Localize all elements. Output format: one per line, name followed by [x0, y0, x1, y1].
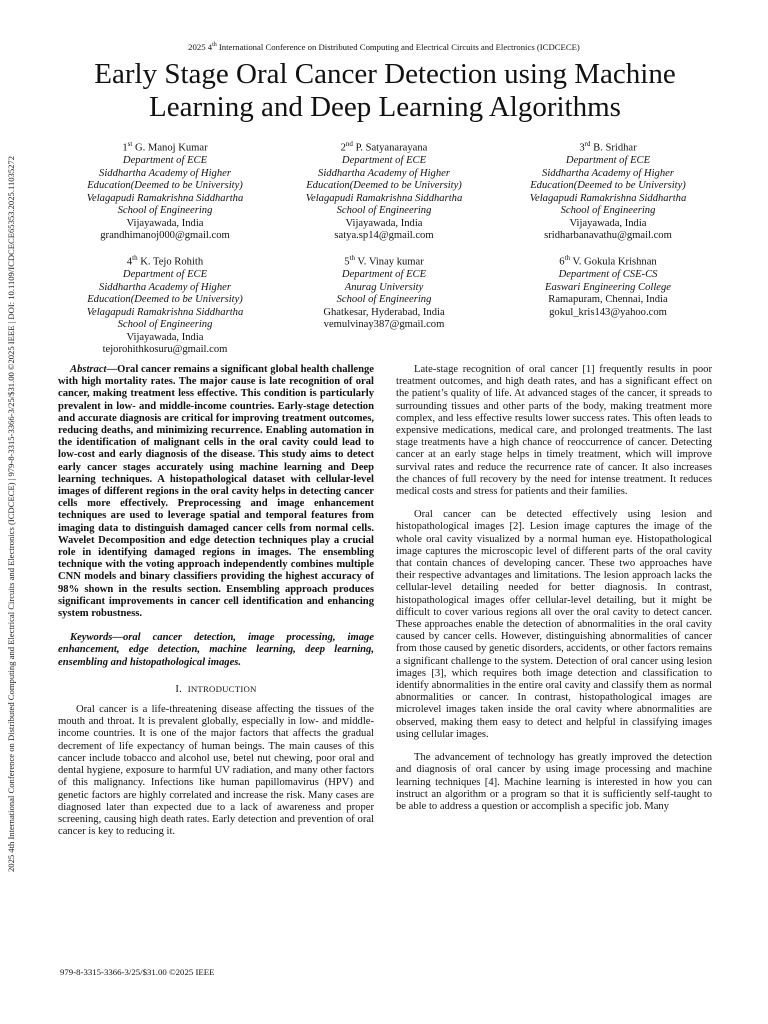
- author-dept: Department of ECE: [122, 269, 208, 281]
- section-number: I.: [175, 683, 182, 695]
- author-block-3: [508, 138, 708, 243]
- paper-title: Early Stage Oral Cancer Detection using Machine Learning and Deep Learning Algorithms: [94, 58, 676, 123]
- author-email[interactable]: vemulvinay387@gmail.com: [323, 319, 445, 331]
- author-org: School of Engineering: [117, 205, 213, 217]
- author-org: School of Engineering: [560, 205, 656, 217]
- body-paragraph-3: The advancement of technology has greatly improved the detection and diagnosis of oral cancer by using image processing and machine learning techniques [4]. Machine learning is interested in how you can instruct an algorithm or a program so that it is sufficiently self-taught to be able to address a question or accomplish a specific job. Many: [396, 752, 712, 812]
- author-email[interactable]: gokul_kris143@yahoo.com: [549, 306, 667, 318]
- author-dept: Department of CSE-CS: [558, 269, 658, 281]
- author-org: Velagapudi Ramakrishna Siddhartha: [86, 192, 244, 204]
- author-org: School of Engineering: [336, 294, 432, 306]
- author-block-2: [284, 138, 484, 243]
- author-org: School of Engineering: [336, 205, 432, 217]
- abstract: [58, 364, 374, 620]
- author-dept: Department of ECE: [122, 155, 208, 167]
- author-org: Siddhartha Academy of Higher: [318, 167, 450, 179]
- author-org: Education(Deemed to be University): [87, 294, 243, 306]
- author-org: Velagapudi Ramakrishna Siddhartha: [86, 306, 244, 318]
- author-name-text: K. Tejo Rohith: [137, 256, 204, 268]
- author-name: 2nd P. Satyanarayana: [340, 140, 428, 154]
- right-column: [396, 364, 712, 813]
- conference-header: [0, 42, 768, 52]
- author-org: Anurag University: [344, 281, 424, 293]
- author-name-text: G. Manoj Kumar: [132, 142, 208, 154]
- conf-sup: th: [212, 42, 217, 49]
- abstract-label: Abstract: [70, 364, 107, 375]
- author-email[interactable]: grandhimanoj000@gmail.com: [100, 230, 230, 242]
- author-org: Siddhartha Academy of Higher: [99, 281, 231, 293]
- author-org: Easwari Engineering College: [545, 281, 671, 293]
- ord-sup: th: [349, 254, 355, 262]
- author-place: Ghatkesar, Hyderabad, India: [323, 306, 445, 318]
- section-title: INTRODUCTION: [187, 683, 257, 694]
- author-name: 1st G. Manoj Kumar: [122, 140, 208, 154]
- author-org: Education(Deemed to be University): [87, 180, 243, 192]
- author-place: Ramapuram, Chennai, India: [548, 294, 668, 306]
- author-block-1: [65, 138, 265, 243]
- author-place: Vijayawada, India: [126, 331, 204, 343]
- author-block-4: [65, 252, 265, 357]
- author-email[interactable]: sridharbanavathu@gmail.com: [544, 230, 672, 242]
- author-name: 3rd B. Sridhar: [579, 140, 637, 154]
- author-name-text: B. Sridhar: [590, 142, 637, 154]
- author-email[interactable]: tejorohithkosuru@gmail.com: [102, 344, 228, 356]
- author-name-text: P. Satyanarayana: [352, 142, 428, 154]
- author-place: Vijayawada, India: [126, 217, 204, 229]
- author-org: Velagapudi Ramakrishna Siddhartha: [305, 192, 463, 204]
- abstract-text: —Oral cancer remains a significant global health challenge with high mortality rates. The major cause is late recognition of oral cancer, making treatment less effective. This condition is particularly prevalent in low- and middle-income countries. Early-stage detection and accurate diagnosis are critical for improving treatment outcomes, reducing deaths, and minimizing recurrence. Enabling automation in the identification of malignant cells in the oral cavity could lead to low-cost and early diagnosis of the disease. This study aims to detect early cancer stages accurately using machine learning and Deep learning techniques. A histopathological dataset with cellular-level images of different regions in the oral cavity helps in detecting cancer cells more effectively. Preprocessing and image enhancement techniques are used to leverage spatial and temporal features from imaging data to distinguish damaged cancer cells from normal cells. Wavelet Decomposition and edge detection techniques play a crucial role in identifying damaged regions in images. The ensembling technique with the voting approach independently combines multiple CNN models and binary classifiers providing the highest accuracy of 98% shown in the results section. Ensembling approach produces significant improvements in cancer cell identification and enhancing system robustness.: [58, 364, 374, 620]
- copyright-footer: 979-8-3315-3366-3/25/$31.00 ©2025 IEEE: [60, 967, 215, 977]
- author-name: 4th K. Tejo Rohith: [126, 254, 204, 268]
- author-name-text: V. Vinay kumar: [354, 256, 424, 268]
- author-org: School of Engineering: [117, 319, 213, 331]
- ord-sup: th: [564, 254, 571, 262]
- section-heading: [58, 683, 374, 696]
- left-column: [58, 364, 374, 838]
- author-place: Vijayawada, India: [345, 217, 423, 229]
- body-paragraph-1: Late-stage recognition of oral cancer [1] frequently results in poor treatment outcomes, and high death rates, and has a significant effect on the patient’s quality of life. At advanced stages of the cancer, it spreads to surrounding tissues and other parts of the body, making treatment more complex, and less effective results lower success rates. This often leads to expensive medications, medical care, and prolonged treatments. The last stage treatments have a high chance of reoccurrence of cancer. Detecting cancer at an early stage helps in timely treatment, which will improve survival rates and reduce the recurrence rate of cancer. It also increases the chances of full recovery by the need for intense treatment. It reduces medical costs and stress for patients and their families.: [396, 364, 712, 498]
- author-place: Vijayawada, India: [569, 217, 647, 229]
- author-email[interactable]: satya.sp14@gmail.com: [334, 230, 434, 242]
- conf-prefix: 2025 4: [188, 42, 213, 52]
- author-org: Velagapudi Ramakrishna Siddhartha: [529, 192, 687, 204]
- sidebar-citation-text: 2025 4th International Conference on Distributed Computing and Electrical Circuits and Electronics (ICDCECE) | 979-8-3315-3366-3/25/$31.00 ©2025 IEEE | DOI: 10.1109/ICDCECE65353.2025.11035272: [6, 155, 16, 873]
- intro-paragraph: Oral cancer is a life-threatening disease affecting the tissues of the mouth and throat. It is prevalent globally, especially in low- and middle-income countries. It is one of the major factors that affects the gradual decrement of life expectancy of human beings. The main causes of this cancer include tobacco and alcohol use, betel nut chewing, poor oral and dental hygiene, exposure to harmful UV radiation, and many other factors of this malignancy. Infections like human papillomavirus (HPV) and genetic factors are highly correlated and increase the risk. Many cases are diagnosed later than expected due to a lack of awareness and proper screening, causing high death rates. Early detection and prevention of oral cancer is key to reducing it.: [58, 704, 374, 838]
- author-dept: Department of ECE: [565, 155, 651, 167]
- ord-sup: th: [132, 254, 138, 262]
- author-block-5: [284, 252, 484, 332]
- author-org: Siddhartha Academy of Higher: [99, 167, 231, 179]
- ord-sup: rd: [584, 140, 591, 148]
- author-dept: Department of ECE: [341, 155, 427, 167]
- author-name: 5th V. Vinay kumar: [344, 254, 424, 268]
- author-dept: Department of ECE: [341, 269, 427, 281]
- body-paragraph-2: Oral cancer can be detected effectively using lesion and histopathological images [2]. Lesion image captures the image of the whole oral cavity visualized by a normal human eye. Histopathological image captures the microscopic level of different parts of the oral cavity that contain chances of developing cancer. These two approaches have their respective advantages and limitations. The lesion approach lacks the cellular-level detailing needed for better diagnosis. In contrast, histopathological images offer cellular-level detailing, but it might be difficult to cover various regions all over the oral cavity to detect cancer. These approaches enable the detection of abnormalities in the oral cavity caused by cancer cells. However, distinguishing abnormalities of cancer from those caused by genetic disorders, accidents, or other factors remains a significant challenge to the system. Detection of oral cancer using lesion images [3], which requires both image detection and classification to identify abnormalities in the entire oral cavity and classify them as normal abnormalities or cancer. In contrast, histopathological images are microlevel images taken inside the oral cavity where abnormalities are observed, making them easy to detect and helpful in classifying images using cellular images.: [396, 509, 712, 740]
- sidebar-citation: [4, 104, 18, 924]
- conf-rest: International Conference on Distributed Computing and Electrical Circuits and Electronics (ICDCECE): [216, 42, 580, 52]
- author-name: 6th V. Gokula Krishnan: [559, 254, 657, 268]
- author-org: Education(Deemed to be University): [306, 180, 462, 192]
- ord-sup: st: [127, 140, 133, 148]
- ord-sup: nd: [345, 140, 353, 148]
- author-org: Siddhartha Academy of Higher: [542, 167, 674, 179]
- author-name-text: V. Gokula Krishnan: [570, 256, 657, 268]
- author-org: Education(Deemed to be University): [530, 180, 686, 192]
- keywords: Keywords—oral cancer detection, image processing, image enhancement, edge detection, machine learning, deep learning, ensembling and histopathological images.: [58, 632, 374, 668]
- author-block-6: [508, 252, 708, 319]
